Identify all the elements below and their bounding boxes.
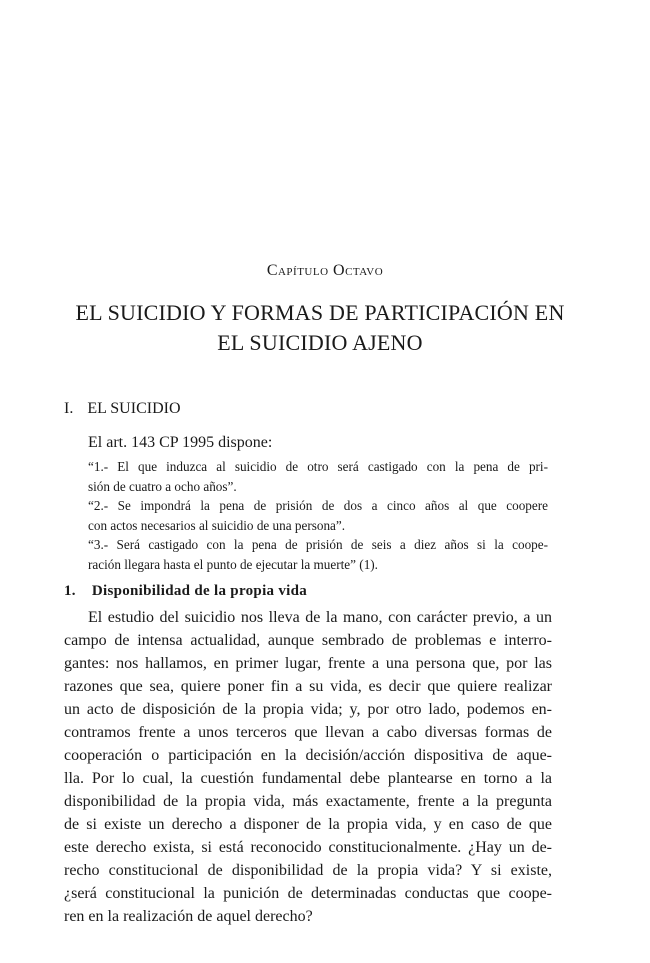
paragraph-line: contramos frente a unos terceros que llevan a cabo diversas formas de: [64, 724, 552, 741]
legal-quote: [88, 457, 548, 496]
paragraph-line: de si existe un derecho a disponer de la propia vida, y en caso de que: [64, 816, 552, 833]
paragraph-line: El estudio del suicidio nos lleva de la mano, con carácter previo, a un: [88, 609, 552, 626]
paragraph-line: ¿será constitucional la punición de determinadas conductas que coope-: [64, 885, 552, 902]
chapter-title-line: EL SUICIDIO AJENO: [217, 330, 423, 355]
quote-line: con actos necesarios al suicidio de una persona”.: [88, 517, 346, 533]
chapter-title-line: EL SUICIDIO Y FORMAS DE PARTICIPACIÓN EN: [75, 300, 565, 325]
paragraph-line: este derecho exista, si está reconocido constitucionalmente. ¿Hay un de-: [64, 839, 552, 856]
paragraph-line: disponibilidad de la propia vida, más exactamente, frente a la pregunta: [64, 793, 552, 810]
paragraph-line: recho constitucional de disponibilidad de la propia vida? Y si existe,: [64, 862, 552, 879]
paragraph-line: un acto de disposición de la propia vida; y, por otro lado, podemos en-: [64, 701, 552, 718]
quote-line: ración llegara hasta el punto de ejecutar la muerte” (1).: [88, 556, 378, 572]
legal-quote: [88, 535, 548, 574]
paragraph-line: ren en la realización de aquel derecho?: [64, 908, 313, 925]
section-heading: [64, 400, 181, 418]
paragraph-line: razones que sea, quiere poner fin a su vida, es decir que quiere realizar: [64, 678, 552, 695]
section-number: I.: [64, 400, 74, 417]
body-paragraph: [64, 606, 552, 928]
paragraph-line: lla. Por lo cual, la cuestión fundamental debe plantearse en torno a la: [64, 770, 552, 787]
subsection-number: 1.: [64, 583, 76, 599]
paragraph-line: cooperación o participación en la decisión/acción dispositiva de aque-: [64, 747, 552, 764]
paragraph-line: gantes: nos hallamos, en primer lugar, frente a una persona que, por las: [64, 655, 552, 672]
quote-line: sión de cuatro a ocho años”.: [88, 478, 237, 494]
subsection-title: Disponibilidad de la propia vida: [91, 583, 308, 599]
section-title: EL SUICIDIO: [87, 400, 181, 417]
subsection-heading: [64, 583, 307, 600]
paragraph-line: campo de intensa actualidad, aunque sembrado de problemas e interro-: [64, 632, 552, 649]
legal-quote: [88, 496, 548, 535]
quote-line: “1.- El que induzca al suicidio de otro será castigado con la pena de pri-: [88, 459, 548, 474]
quote-line: “2.- Se impondrá la pena de prisión de dos a cinco años al que coopere: [88, 498, 548, 513]
quote-line: “3.- Será castigado con la pena de prisión de seis a diez años si la coope-: [88, 537, 548, 552]
chapter-label: Capítulo Octavo: [266, 262, 384, 279]
chapter-title: [40, 298, 600, 358]
intro-text: El art. 143 CP 1995 dispone:: [88, 434, 273, 451]
